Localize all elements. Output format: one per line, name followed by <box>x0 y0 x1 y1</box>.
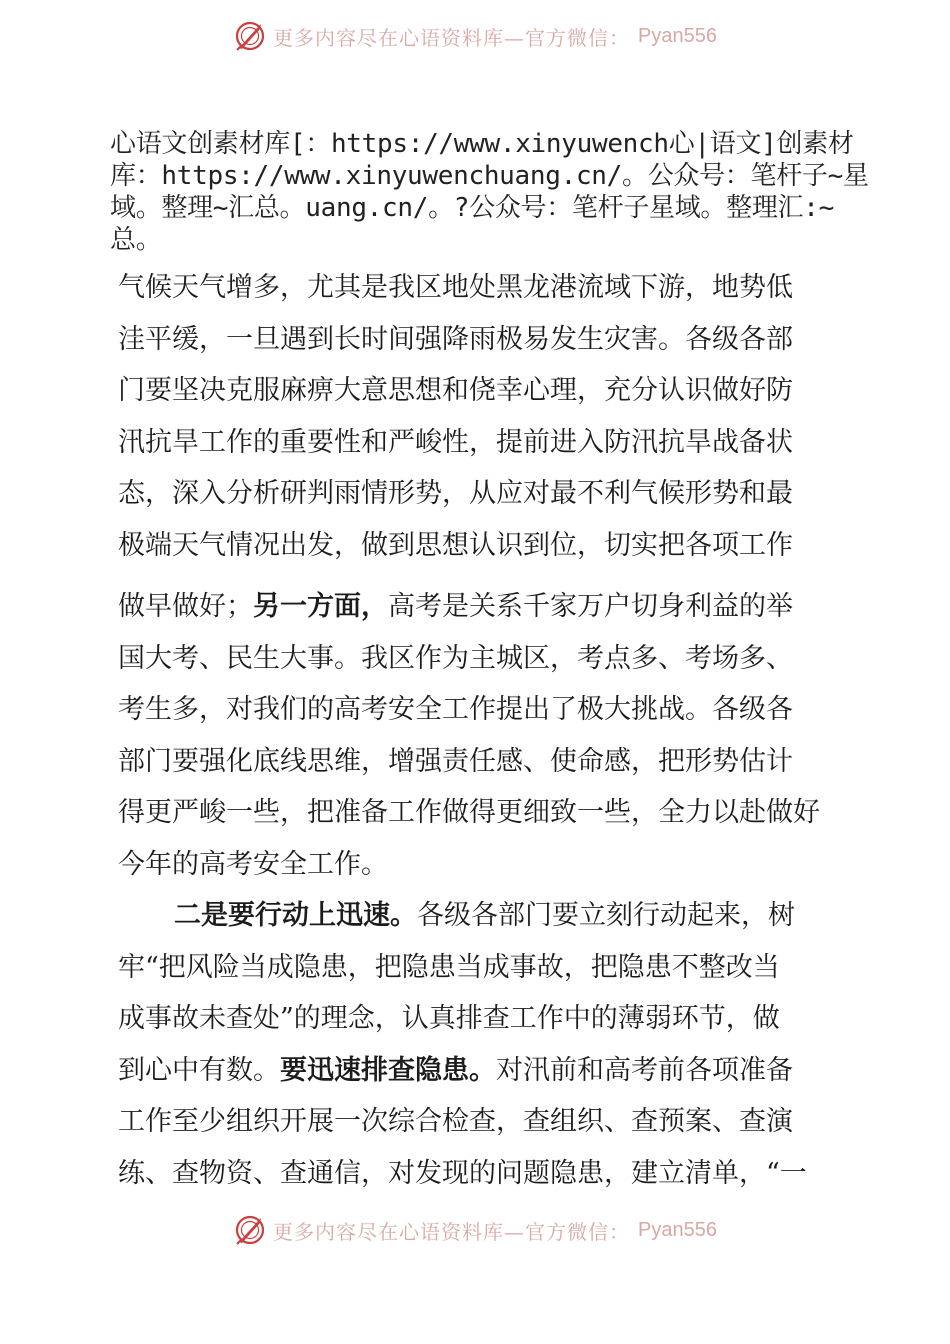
body-line: 练、查物资、查通信，对发现的问题隐患，建立清单，“一 <box>118 1157 807 1189</box>
body-line: 成事故未查处”的理念，认真排查工作中的薄弱环节，做 <box>118 1003 780 1034</box>
quill-seal-icon <box>233 19 267 53</box>
bottom-watermark-banner <box>0 1208 950 1252</box>
body-text-run: 做早做好； <box>118 591 253 622</box>
banner-text: 更多内容尽在心语资料库—官方微信： <box>273 25 631 50</box>
banner-wechat-id: Pyan556 <box>638 1218 717 1241</box>
body-line: 牢“把风险当成隐患，把隐患当成事故，把隐患不整改当 <box>118 951 780 983</box>
body-line: 考生多，对我们的高考安全工作提出了极大挑战。各级各 <box>118 694 793 725</box>
body-text-run: 各级各部门要立刻行动起来，树 <box>417 900 795 931</box>
body-line: 国大考、民生大事。我区作为主城区，考点多、考场多、 <box>118 642 793 674</box>
body-line: 得更严峻一些，把准备工作做得更细致一些，全力以赴做好 <box>118 797 820 828</box>
body-line: 门要坚决克服麻痹大意思想和侥幸心理，充分认识做好防 <box>118 375 793 406</box>
body-line-mixed <box>118 581 858 633</box>
body-text-run: 高考是关系千家万户切身利益的举 <box>388 591 793 622</box>
body-line: 洼平缓，一旦遇到长时间强降雨极易发生灾害。各级各部 <box>118 323 793 355</box>
header-source-text: 心语文创素材库[：https://www.xinyuwench心|语文]创素材库：https://www.xinyuwenchuang.cn/。公众号：笔杆子~星域。整理~汇总。uang.cn/。?公众号：笔杆子星域。整理汇:~总。 <box>110 129 869 255</box>
body-text-run: 到心中有数。 <box>118 1054 280 1086</box>
body-line: 部门要强化底线思维，增强责任感、使命感，把形势估计 <box>118 745 793 777</box>
banner-text: 更多内容尽在心语资料库—官方微信： <box>273 1219 631 1244</box>
banner-wechat-id: Pyan556 <box>638 24 717 47</box>
body-line: 汛抗旱工作的重要性和严峻性，提前进入防汛抗旱战备状 <box>118 426 793 458</box>
body-line: 今年的高考安全工作。 <box>118 848 388 880</box>
bold-heading-action: 二是要行动上迅速。 <box>174 900 417 931</box>
body-line: 极端天气情况出发，做到思想认识到位，切实把各项工作 <box>118 529 793 561</box>
document-body <box>118 262 858 1199</box>
bold-heading-other-aspect: 另一方面， <box>253 591 388 622</box>
body-line-mixed <box>118 1045 858 1097</box>
top-watermark-banner <box>0 14 950 58</box>
bold-heading-hazard-check: 要迅速排查隐患。 <box>280 1054 496 1086</box>
body-line: 气候天气增多，尤其是我区地处黑龙港流域下游，地势低 <box>118 272 793 303</box>
body-line: 态，深入分析研判雨情形势，从应对最不利气候形势和最 <box>118 478 793 509</box>
quill-seal-icon <box>233 1213 267 1247</box>
body-line-mixed <box>118 890 858 942</box>
body-line: 工作至少组织开展一次综合检查，查组织、查预案、查演 <box>118 1106 793 1137</box>
body-text-run: 对汛前和高考前各项准备 <box>496 1054 793 1086</box>
